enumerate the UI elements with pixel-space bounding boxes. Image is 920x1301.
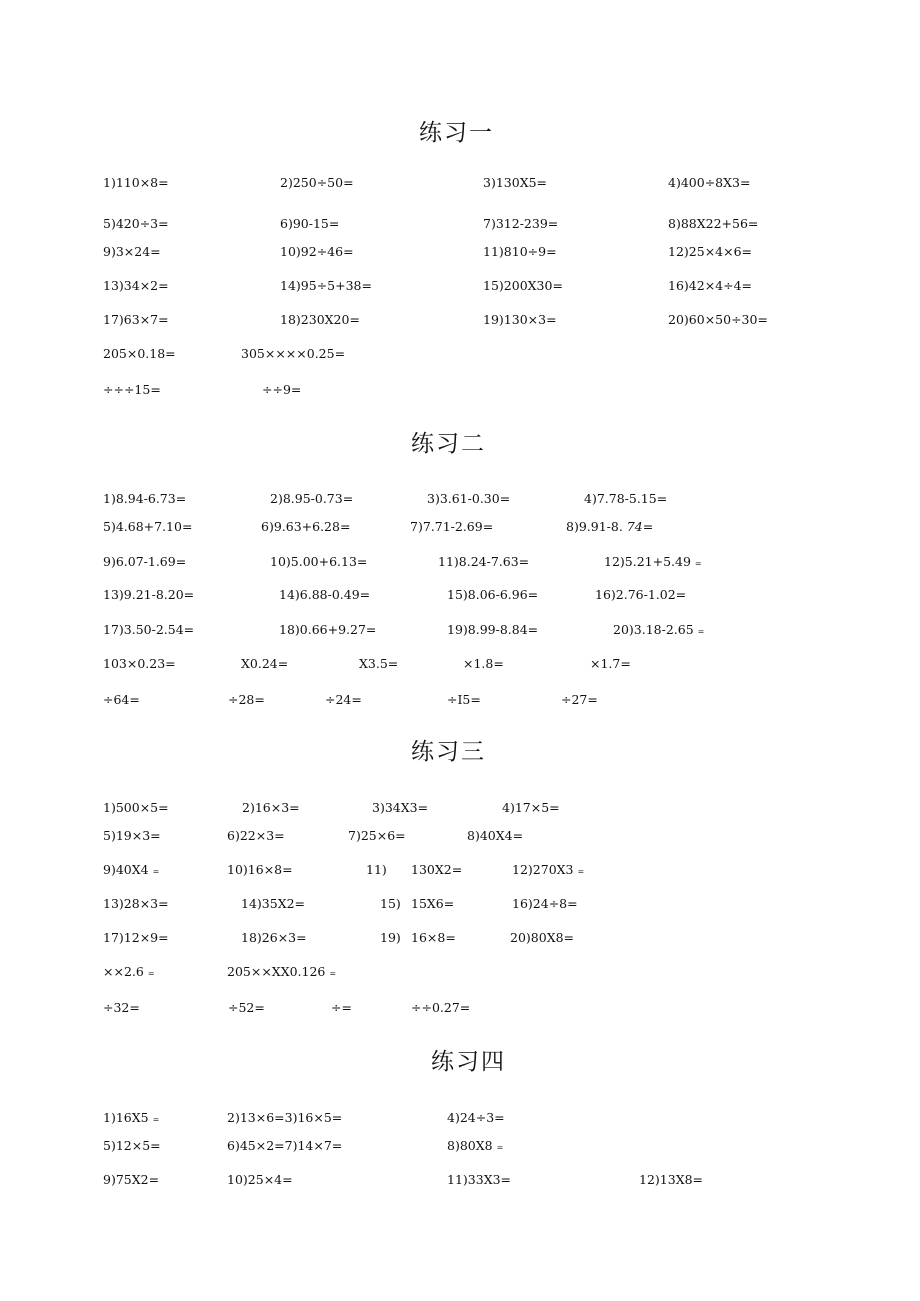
problem: ÷27= [561, 692, 598, 707]
problem: 130X2= [411, 862, 463, 877]
problem [103, 1110, 159, 1128]
problem: 11)8.24-7.63= [438, 554, 530, 569]
problem: 20)80X8= [510, 930, 575, 945]
problem: 7)7.71-2.69= [410, 519, 494, 534]
problem [447, 1138, 503, 1156]
problem-text: 205××XX0.126 [227, 964, 326, 979]
problem-text: 1)16X5 [103, 1110, 149, 1125]
problem-text: 12)270X3 [512, 862, 574, 877]
problem: 19)130×3= [483, 312, 557, 327]
problem: 8)40X4= [467, 828, 524, 843]
problem: 205×0.18= [103, 346, 176, 361]
problem: 4)7.78-5.15= [584, 491, 668, 506]
problem: 6)9.63+6.28= [261, 519, 351, 534]
section-title: 练习四 [431, 1049, 506, 1075]
problem: 12)13X8= [639, 1172, 704, 1187]
problem [103, 862, 159, 880]
problem [512, 862, 584, 880]
problem [566, 519, 653, 535]
problem: 18)26×3= [241, 930, 307, 945]
section-title: 练习三 [411, 739, 486, 765]
problem: 5)19×3= [103, 828, 161, 843]
problem: 6)22×3= [227, 828, 285, 843]
problem: 4)400÷8X3= [668, 175, 751, 190]
problem: 9)3×24= [103, 244, 161, 259]
problem [604, 554, 702, 572]
problem: 1)8.94-6.73= [103, 491, 187, 506]
problem: 4)24÷3= [447, 1110, 505, 1125]
problem: 18)230X20= [280, 312, 360, 327]
problem: X3.5= [359, 656, 399, 671]
section-title: 练习一 [419, 120, 494, 146]
problem: 19)8.99-8.84= [447, 622, 539, 637]
problem: 17)63×7= [103, 312, 169, 327]
problem: 20)60×50÷30= [668, 312, 768, 327]
problem-text: 8)9.91-8. [566, 519, 623, 534]
problem: ÷52= [228, 1000, 265, 1015]
problem: 6)90-15= [280, 216, 340, 231]
problem: 10)16×8= [227, 862, 293, 877]
problem: 4)17×5= [502, 800, 560, 815]
problem: 16)2.76-1.02= [595, 587, 687, 602]
problem-number: 11) [366, 862, 387, 877]
problem: 5)420÷3= [103, 216, 169, 231]
problem-text: 8)80X8 [447, 1138, 493, 1153]
problem: 5)12×5= [103, 1138, 161, 1153]
problem: ÷÷0.27= [411, 1000, 471, 1015]
problem: 2)8.95-0.73= [270, 491, 354, 506]
problem: 6)45×2=7)14×7= [227, 1138, 343, 1153]
problem: 12)25×4×6= [668, 244, 753, 259]
problem: 7)312-239= [483, 216, 559, 231]
problem: ÷I5= [447, 692, 481, 707]
problem: 14)35X2= [241, 896, 306, 911]
problem-text: ××2.6 [103, 964, 144, 979]
problem: ÷28= [228, 692, 265, 707]
problem: ÷÷÷15= [103, 382, 161, 397]
problem: 13)34×2= [103, 278, 169, 293]
problem: 2)16×3= [242, 800, 300, 815]
problem: 14)95÷5+38= [280, 278, 372, 293]
problem: 7)25×6= [348, 828, 406, 843]
problem: 15)200X30= [483, 278, 563, 293]
problem-text: 9)40X4 [103, 862, 149, 877]
problem-text-italic: 74= [626, 519, 654, 534]
problem-number: 15) [380, 896, 401, 911]
problem: 1)110×8= [103, 175, 169, 190]
problem: 17)12×9= [103, 930, 169, 945]
problem: 5)4.68+7.10= [103, 519, 193, 534]
problem: 18)0.66+9.27= [279, 622, 377, 637]
problem: 16)42×4÷4= [668, 278, 753, 293]
problem: ÷32= [103, 1000, 140, 1015]
problem-number: 19) [380, 930, 401, 945]
problem: ÷24= [325, 692, 362, 707]
problem: 10)25×4= [227, 1172, 293, 1187]
problem: ÷= [331, 1000, 352, 1015]
problem: 3)130X5= [483, 175, 548, 190]
problem [613, 622, 704, 640]
equals-sign: = [152, 867, 160, 876]
problem: 8)88X22+56= [668, 216, 759, 231]
problem: 2)250÷50= [280, 175, 354, 190]
problem: 2)13×6=3)16×5= [227, 1110, 343, 1125]
problem-text: 20)3.18-2.65 [613, 622, 694, 637]
problem: 15X6= [411, 896, 455, 911]
problem: ×1.8= [463, 656, 504, 671]
problem: 305××××0.25= [241, 346, 346, 361]
problem: 3)3.61-0.30= [427, 491, 511, 506]
problem: 13)28×3= [103, 896, 169, 911]
problem: X0.24= [241, 656, 289, 671]
problem: 9)6.07-1.69= [103, 554, 187, 569]
problem: 17)3.50-2.54= [103, 622, 195, 637]
problem-text: 12)5.21+5.49 [604, 554, 691, 569]
problem: 1)500×5= [103, 800, 169, 815]
problem: 14)6.88-0.49= [279, 587, 371, 602]
problem: 9)75X2= [103, 1172, 160, 1187]
problem: 10)92÷46= [280, 244, 354, 259]
equals-sign: = [329, 969, 337, 978]
problem: 15)8.06-6.96= [447, 587, 539, 602]
problem: 10)5.00+6.13= [270, 554, 368, 569]
problem: 16)24÷8= [512, 896, 578, 911]
problem [103, 964, 155, 982]
equals-sign: = [496, 1143, 504, 1152]
section-title: 练习二 [411, 431, 486, 457]
problem: ÷÷9= [262, 382, 302, 397]
problem: ÷64= [103, 692, 140, 707]
problem: 103×0.23= [103, 656, 176, 671]
equals-sign: = [152, 1115, 160, 1124]
problem: ×1.7= [590, 656, 631, 671]
problem: 3)34X3= [372, 800, 429, 815]
equals-sign: = [697, 627, 705, 636]
problem: 11)810÷9= [483, 244, 557, 259]
equals-sign: = [694, 559, 702, 568]
problem [227, 964, 336, 982]
problem: 13)9.21-8.20= [103, 587, 195, 602]
equals-sign: = [147, 969, 155, 978]
equals-sign: = [577, 867, 585, 876]
problem: 11)33X3= [447, 1172, 512, 1187]
problem: 16×8= [411, 930, 456, 945]
